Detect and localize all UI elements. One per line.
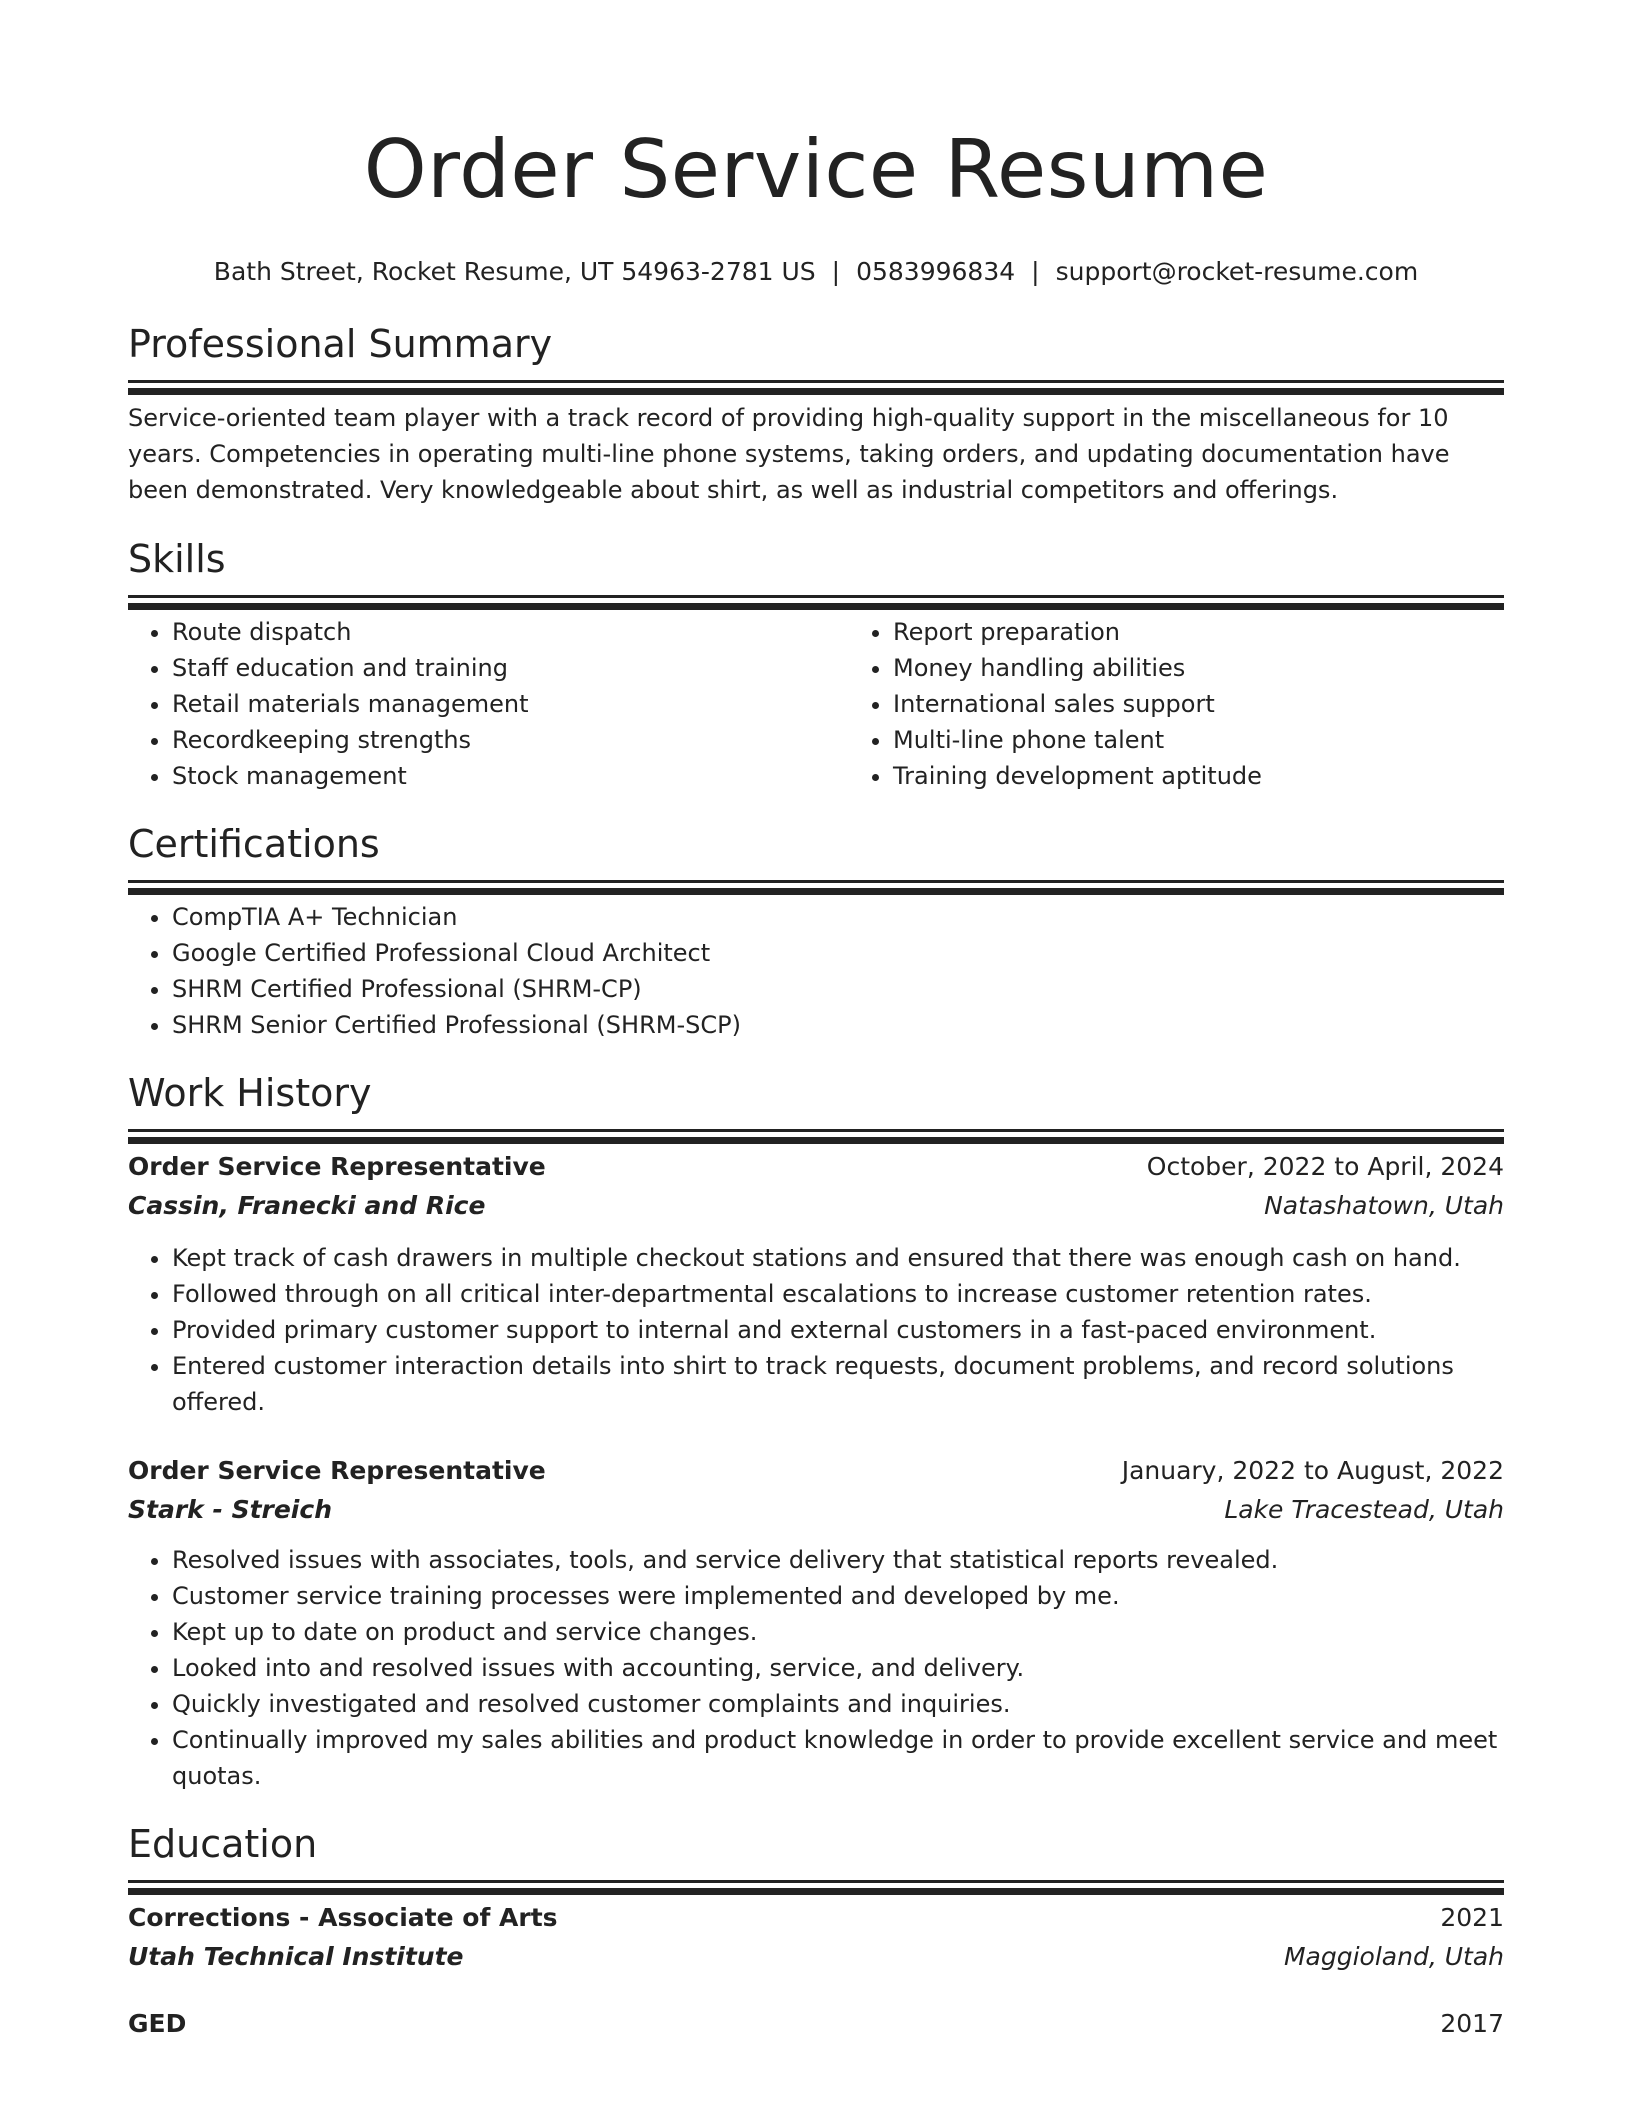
education-school: Utah Technical Institute	[128, 1942, 464, 1971]
job-header-row	[128, 1452, 1504, 1490]
summary-section	[128, 320, 1504, 508]
education-subheader-row	[128, 1937, 1504, 1977]
skill-item: • Staff education and training	[172, 650, 849, 686]
resume-title: Order Service Resume	[363, 123, 1269, 216]
job-duty: • Resolved issues with associates, tools, and service delivery that statistical reports revealed.	[172, 1542, 1504, 1578]
job-title: Order Service Representative	[128, 1456, 546, 1485]
education-header-row	[128, 2005, 1504, 2043]
education-year: 2017	[1440, 2009, 1504, 2038]
skills-section	[128, 535, 1504, 794]
job-duty: • Kept up to date on product and service changes.	[172, 1614, 1504, 1650]
skill-item: • Multi-line phone talent	[893, 722, 1570, 758]
skill-item: • Training development aptitude	[893, 758, 1570, 794]
section-heading-summary: Professional Summary	[128, 322, 553, 366]
skill-item: • International sales support	[893, 686, 1570, 722]
certifications-list	[128, 899, 1504, 1043]
section-divider	[128, 1129, 1504, 1132]
contact-address: Bath Street, Rocket Resume, UT 54963-2781 US	[213, 257, 816, 286]
section-heading-certifications: Certifications	[128, 822, 380, 866]
certification-item: • SHRM Certified Professional (SHRM-CP)	[172, 971, 1504, 1007]
job-duty: • Provided primary customer support to internal and external customers in a fast-paced environment.	[172, 1312, 1504, 1348]
job-entry	[128, 1148, 1504, 1420]
education-entry	[128, 2005, 1504, 2043]
section-heading-work-history: Work History	[128, 1071, 372, 1115]
skills-list-left	[128, 614, 849, 794]
contact-separator: |	[1031, 257, 1040, 286]
job-title: Order Service Representative	[128, 1152, 546, 1181]
skill-item: • Route dispatch	[172, 614, 849, 650]
section-heading-skills: Skills	[128, 537, 226, 581]
contact-separator: |	[831, 257, 841, 286]
job-duty: • Entered customer interaction details into shirt to track requests, document problems, and record solutions offered.	[172, 1348, 1504, 1420]
job-duty: • Continually improved my sales abilities and product knowledge in order to provide excellent service and meet quotas.	[172, 1722, 1504, 1794]
job-dates: October, 2022 to April, 2024	[1146, 1152, 1504, 1181]
summary-text: Service-oriented team player with a track record of providing high-quality support in the miscellaneous for 10 years. Competencies in operating multi-line phone systems, taking orders, and updating documentation have been demonstrated. Very knowledgeable about shirt, as well as industrial competitors and offerings.	[128, 404, 1450, 504]
job-duties-list	[128, 1240, 1504, 1420]
job-entry	[128, 1452, 1504, 1794]
skills-columns	[128, 614, 1504, 794]
job-dates: January, 2022 to August, 2022	[1121, 1456, 1504, 1485]
job-duties-list	[128, 1542, 1504, 1794]
section-divider	[128, 380, 1504, 383]
section-divider	[128, 880, 1504, 883]
certification-item: • SHRM Senior Certified Professional (SHRM-SCP)	[172, 1007, 1504, 1043]
contact-line	[128, 254, 1504, 290]
job-location: Lake Tracestead, Utah	[1224, 1495, 1504, 1524]
section-heading-education: Education	[128, 1822, 318, 1866]
contact-phone: 0583996834	[856, 257, 1016, 286]
job-header-row	[128, 1148, 1504, 1186]
education-year: 2021	[1440, 1903, 1504, 1932]
job-subheader-row	[128, 1186, 1504, 1226]
work-history-section	[128, 1069, 1504, 1794]
skill-item: • Money handling abilities	[893, 650, 1570, 686]
job-company: Stark - Streich	[128, 1495, 332, 1524]
contact-email: support@rocket-resume.com	[1055, 257, 1419, 286]
resume-page	[128, 0, 1504, 2043]
job-duty: • Looked into and resolved issues with accounting, service, and delivery.	[172, 1650, 1504, 1686]
education-entry	[128, 1899, 1504, 1977]
job-duty: • Kept track of cash drawers in multiple checkout stations and ensured that there was enough cash on hand.	[172, 1240, 1504, 1276]
skill-item: • Report preparation	[893, 614, 1570, 650]
certifications-section	[128, 820, 1504, 1043]
skill-item: • Recordkeeping strengths	[172, 722, 849, 758]
education-degree: Corrections - Associate of Arts	[128, 1903, 558, 1932]
education-header-row	[128, 1899, 1504, 1937]
education-location: Maggioland, Utah	[1283, 1942, 1504, 1971]
section-divider	[128, 595, 1504, 598]
skills-list-right	[849, 614, 1570, 794]
job-subheader-row	[128, 1490, 1504, 1530]
skill-item: • Stock management	[172, 758, 849, 794]
job-location: Natashatown, Utah	[1264, 1191, 1504, 1220]
job-duty: • Followed through on all critical inter-departmental escalations to increase customer retention rates.	[172, 1276, 1504, 1312]
certification-item: • CompTIA A+ Technician	[172, 899, 1504, 935]
job-duty: • Customer service training processes were implemented and developed by me.	[172, 1578, 1504, 1614]
certification-item: • Google Certified Professional Cloud Architect	[172, 935, 1504, 971]
education-degree: GED	[128, 2009, 187, 2038]
education-section	[128, 1820, 1504, 2043]
section-divider	[128, 1880, 1504, 1883]
skill-item: • Retail materials management	[172, 686, 849, 722]
job-duty: • Quickly investigated and resolved customer complaints and inquiries.	[172, 1686, 1504, 1722]
job-company: Cassin, Franecki and Rice	[128, 1191, 486, 1220]
